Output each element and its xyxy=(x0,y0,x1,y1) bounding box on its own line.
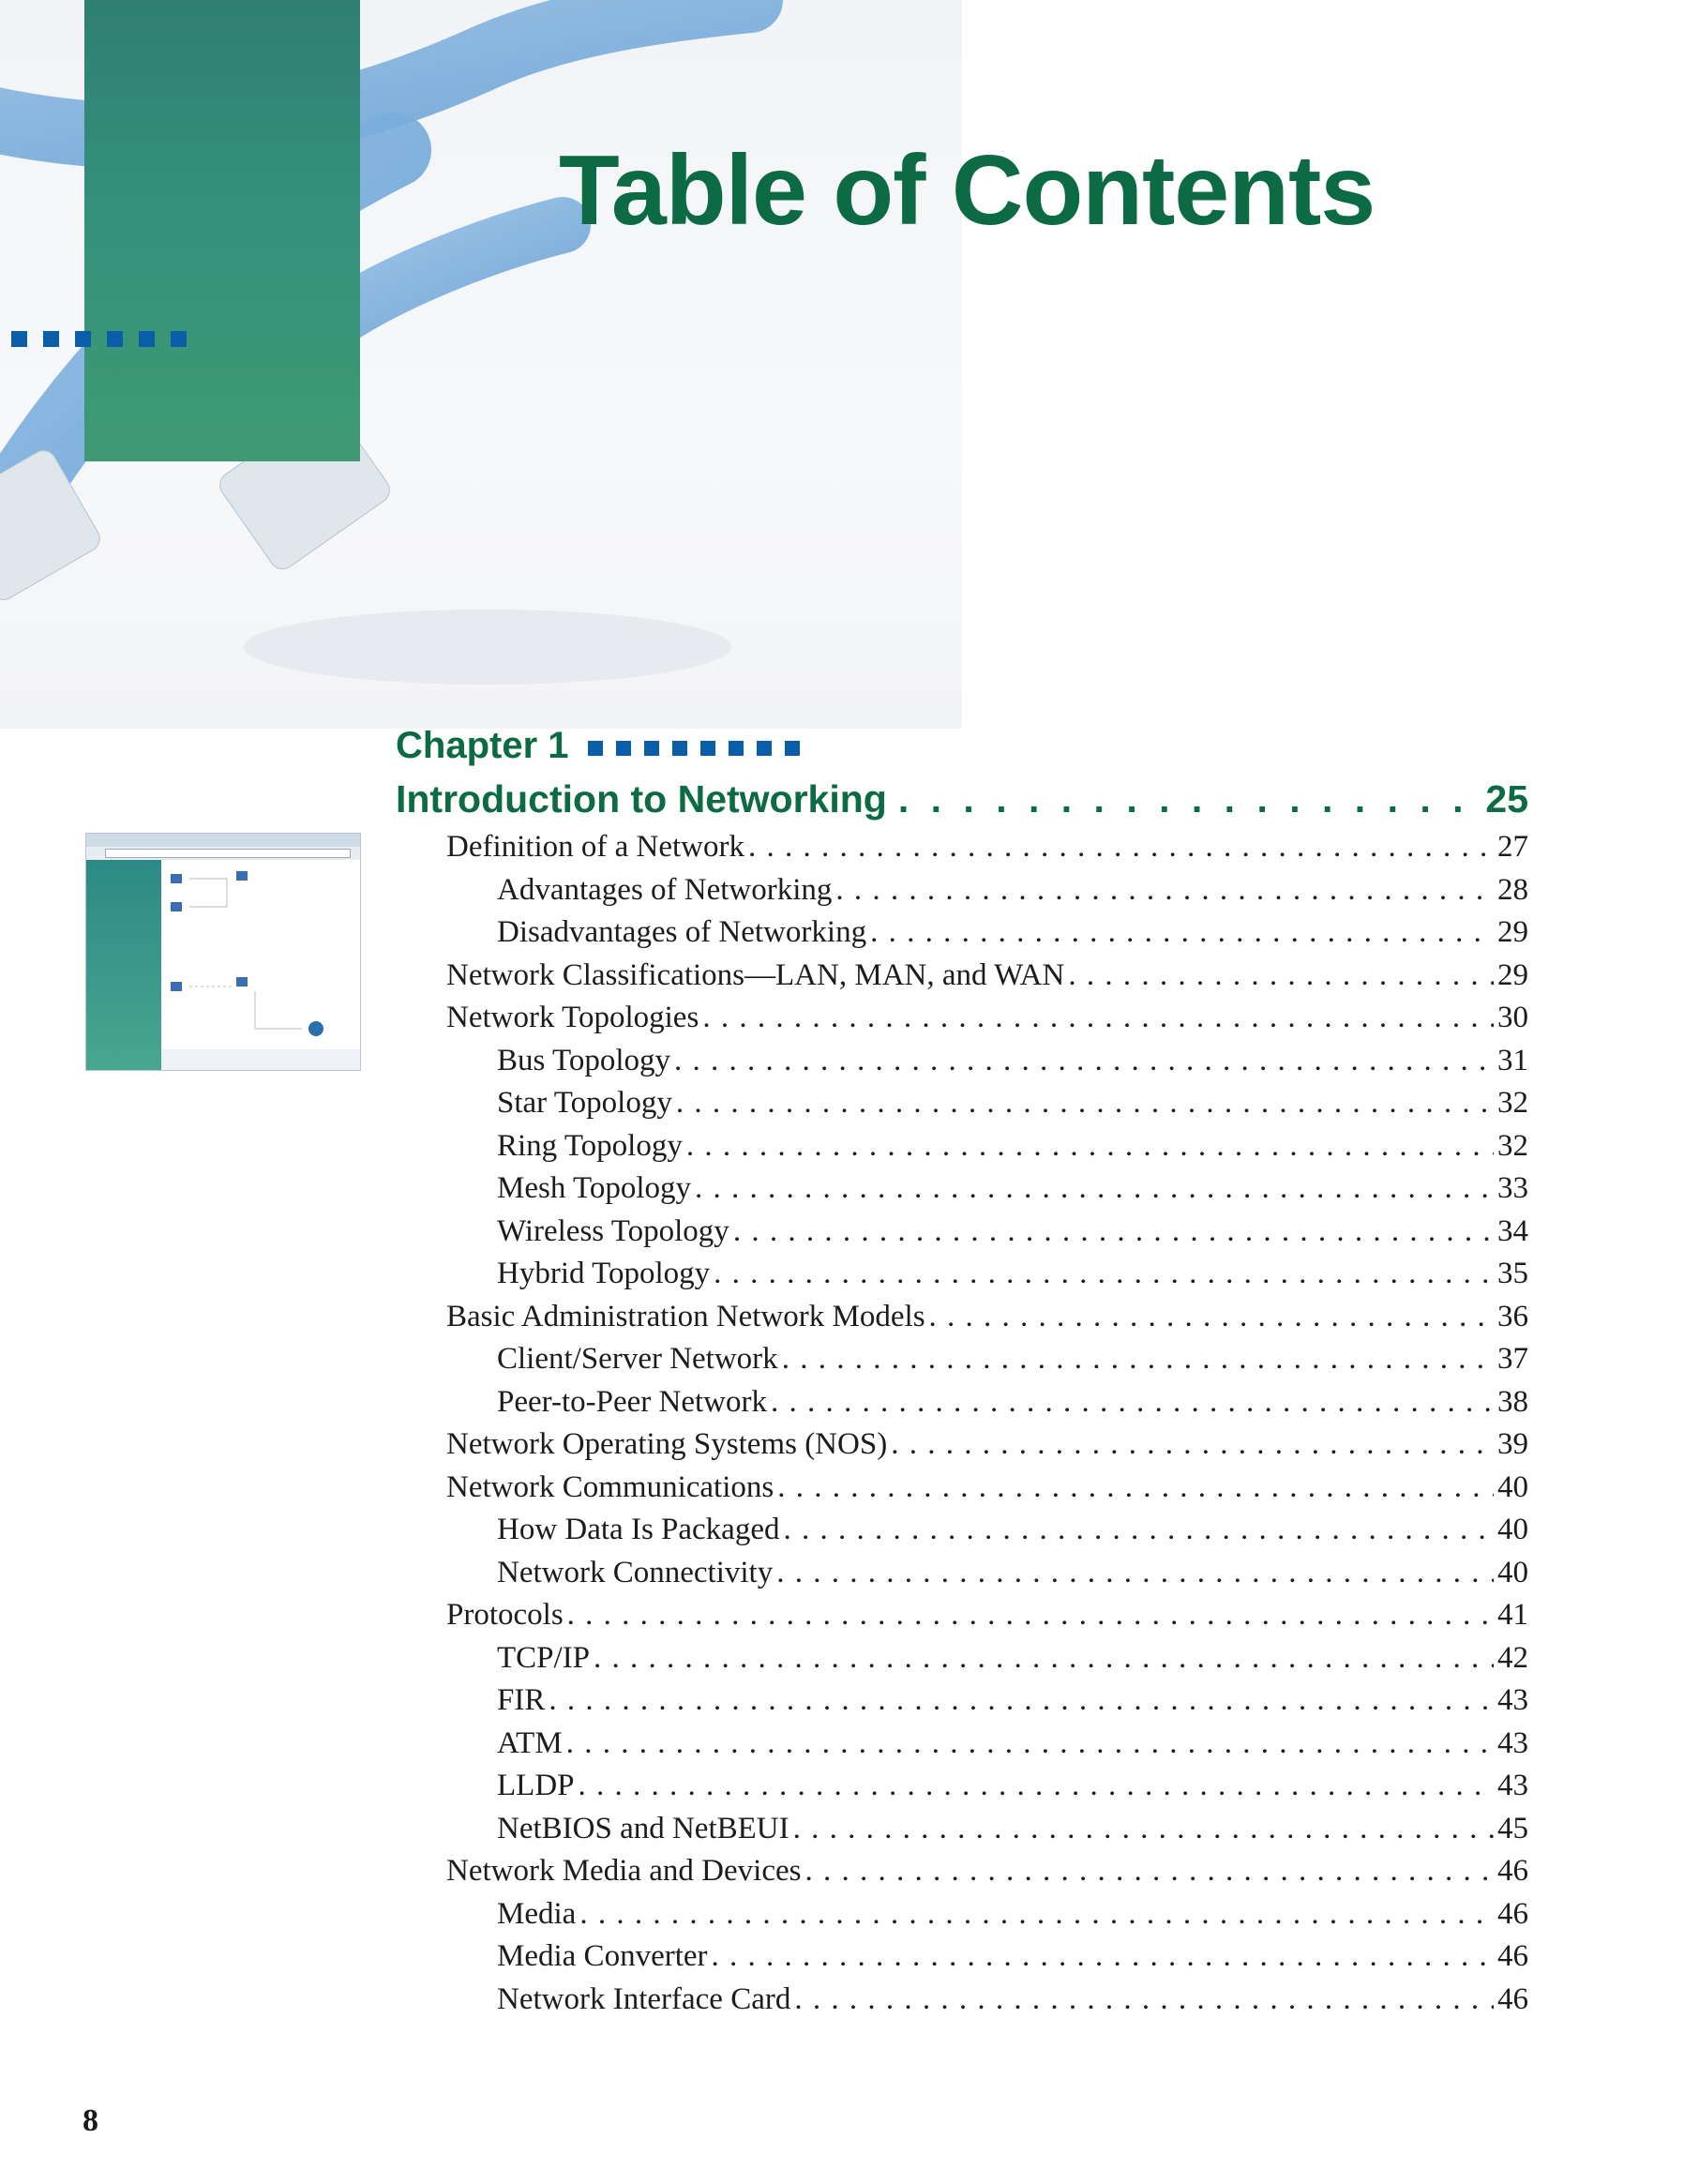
toc-entry-title: Client/Server Network xyxy=(497,1342,778,1376)
dot-leader xyxy=(777,1467,1494,1508)
dot-leader xyxy=(695,1167,1494,1209)
toc-entry-title: Network Media and Devices xyxy=(446,1854,802,1888)
toc-entry-title: Bus Topology xyxy=(497,1043,671,1077)
toc-entry-title: Star Topology xyxy=(497,1086,672,1120)
toc-entry[interactable] xyxy=(446,955,1528,996)
toc-entry-title: Disadvantages of Networking xyxy=(497,915,867,949)
decorative-squares xyxy=(11,331,187,347)
toc-entry[interactable] xyxy=(497,1893,1528,1935)
dot-leader xyxy=(714,1253,1494,1294)
dot-leader xyxy=(891,1423,1494,1465)
toc-entry-page: 42 xyxy=(1497,1640,1528,1675)
toc-entry[interactable] xyxy=(446,1467,1528,1508)
toc-entry[interactable] xyxy=(497,1808,1528,1849)
dot-leader xyxy=(567,1594,1494,1635)
dot-leader xyxy=(686,1125,1494,1167)
dot-leader xyxy=(783,1509,1494,1550)
toc-entry[interactable] xyxy=(446,997,1528,1038)
toc-entry-title: NetBIOS and NetBEUI xyxy=(497,1811,789,1845)
toc-entry-title: Protocols xyxy=(446,1598,564,1632)
toc-entry[interactable] xyxy=(497,1509,1528,1550)
toc-entry-page: 38 xyxy=(1497,1384,1528,1419)
dot-leader xyxy=(804,1850,1494,1891)
dot-leader xyxy=(748,826,1494,867)
toc-entry-page: 46 xyxy=(1497,1981,1528,2016)
hero-image xyxy=(0,0,962,729)
toc-entry[interactable] xyxy=(497,1979,1528,2020)
toc-entry[interactable] xyxy=(497,1211,1528,1252)
toc-entry-title: Network Connectivity xyxy=(497,1555,774,1589)
toc-entry-title: TCP/IP xyxy=(497,1640,591,1675)
toc-entry-page: 29 xyxy=(1497,957,1528,992)
dot-leader xyxy=(782,1338,1494,1379)
toc-entry-page: 33 xyxy=(1497,1171,1528,1205)
dot-leader xyxy=(870,911,1494,953)
dot-leader xyxy=(712,1935,1494,1977)
page-title: Table of Contents xyxy=(559,135,1376,246)
dot-leader xyxy=(835,869,1494,911)
toc-entry-title: ATM xyxy=(497,1725,563,1760)
toc-entry[interactable] xyxy=(446,1296,1528,1337)
chapter-title: Introduction to Networking xyxy=(396,777,887,821)
chapter-page: 25 xyxy=(1485,777,1528,821)
toc-entry-title: LLDP xyxy=(497,1769,575,1802)
dot-leader xyxy=(898,776,1475,821)
toc-entry-page: 31 xyxy=(1497,1043,1528,1077)
toc-entry-title: Advantages of Networking xyxy=(497,872,833,907)
toc-entry[interactable] xyxy=(497,1765,1528,1806)
page-number: 8 xyxy=(83,2103,98,2138)
dot-leader xyxy=(702,997,1494,1038)
dot-leader xyxy=(566,1723,1494,1764)
toc-entry-title: Ring Topology xyxy=(497,1128,683,1163)
toc-entry-title: FIR xyxy=(497,1683,546,1717)
toc-entry-page: 36 xyxy=(1497,1299,1528,1333)
green-accent-panel xyxy=(84,0,360,461)
toc-entry-page: 34 xyxy=(1497,1213,1528,1248)
toc-entry-title: Hybrid Topology xyxy=(497,1257,711,1290)
toc-entry-page: 32 xyxy=(1497,1086,1528,1120)
toc-entry-page: 43 xyxy=(1497,1683,1528,1717)
toc-entry-page: 32 xyxy=(1497,1128,1528,1163)
toc-entry-page: 46 xyxy=(1497,1854,1528,1888)
toc-entry[interactable] xyxy=(446,826,1528,867)
dot-leader xyxy=(579,1765,1495,1806)
toc-entry-page: 30 xyxy=(1497,1001,1528,1034)
dot-leader xyxy=(794,1979,1494,2020)
dot-leader xyxy=(733,1211,1494,1252)
toc-entry[interactable] xyxy=(497,1125,1528,1167)
toc-entry-title: Network Topologies xyxy=(446,1001,699,1034)
toc-entry-page: 40 xyxy=(1497,1513,1528,1546)
toc-entry[interactable] xyxy=(497,911,1528,953)
toc-entry[interactable] xyxy=(446,1423,1528,1465)
dot-leader xyxy=(594,1637,1494,1679)
dot-leader xyxy=(579,1893,1494,1935)
toc-entry-page: 40 xyxy=(1497,1469,1528,1504)
toc-entry-title: Wireless Topology xyxy=(497,1213,729,1248)
toc-entry-title: Basic Administration Network Models xyxy=(446,1299,925,1333)
dot-leader xyxy=(674,1040,1494,1081)
toc-entry-title: How Data Is Packaged xyxy=(497,1513,780,1546)
toc-entry-page: 40 xyxy=(1497,1555,1528,1589)
network-diagram-icon xyxy=(161,860,361,1051)
toc-entry-title: Peer-to-Peer Network xyxy=(497,1384,767,1419)
toc-entry-page: 46 xyxy=(1497,1939,1528,1973)
toc-entry-page: 29 xyxy=(1497,915,1528,949)
toc-entry-page: 43 xyxy=(1497,1725,1528,1760)
toc-entry-page: 35 xyxy=(1497,1257,1528,1290)
chapter-title-entry[interactable] xyxy=(396,776,1528,821)
dot-leader xyxy=(771,1381,1494,1423)
dot-leader xyxy=(1068,955,1494,996)
decorative-squares xyxy=(588,741,800,756)
dot-leader xyxy=(793,1808,1494,1849)
toc-entry-page: 43 xyxy=(1497,1769,1528,1802)
dot-leader xyxy=(929,1296,1494,1337)
toc-entry[interactable] xyxy=(446,1594,1528,1635)
toc-entry-page: 28 xyxy=(1497,872,1528,907)
toc-entry[interactable] xyxy=(497,1679,1528,1721)
toc-entry-page: 27 xyxy=(1497,830,1528,864)
toc-entry[interactable] xyxy=(497,1935,1528,1977)
toc-entry[interactable] xyxy=(446,1850,1528,1891)
toc-entry[interactable] xyxy=(497,1637,1528,1679)
toc-entry[interactable] xyxy=(497,1167,1528,1209)
chapter-label xyxy=(396,727,800,764)
toc-entry-page: 39 xyxy=(1497,1427,1528,1461)
toc-entry-title: Mesh Topology xyxy=(497,1171,692,1205)
toc-entry-title: Definition of a Network xyxy=(446,830,744,864)
dot-leader xyxy=(549,1679,1494,1721)
toc-entry[interactable] xyxy=(497,1381,1528,1423)
toc-entry-title: Network Communications xyxy=(446,1469,774,1504)
toc-entry-page: 45 xyxy=(1497,1811,1528,1845)
toc-entry-title: Network Operating Systems (NOS) xyxy=(446,1427,888,1461)
toc-entry-page: 41 xyxy=(1497,1598,1528,1632)
toc-entry[interactable] xyxy=(497,1552,1528,1593)
toc-entry-title: Network Classifications—LAN, MAN, and WAN xyxy=(446,957,1065,992)
toc-entry-page: 46 xyxy=(1497,1896,1528,1931)
dot-leader xyxy=(776,1552,1494,1593)
toc-entry-title: Media xyxy=(497,1896,577,1931)
toc-entry[interactable] xyxy=(497,869,1528,911)
toc-entry-title: Network Interface Card xyxy=(497,1981,791,2016)
chapter-number: Chapter 1 xyxy=(396,725,569,766)
toc-entry[interactable] xyxy=(497,1082,1528,1123)
toc-entry[interactable] xyxy=(497,1338,1528,1379)
toc-entry-page: 37 xyxy=(1497,1342,1528,1376)
network-map-screenshot xyxy=(85,833,361,1071)
dot-leader xyxy=(676,1082,1494,1123)
toc-entry[interactable] xyxy=(497,1723,1528,1764)
toc-entry-title: Media Converter xyxy=(497,1939,708,1973)
toc-entry[interactable] xyxy=(497,1253,1528,1294)
toc-entry[interactable] xyxy=(497,1040,1528,1081)
